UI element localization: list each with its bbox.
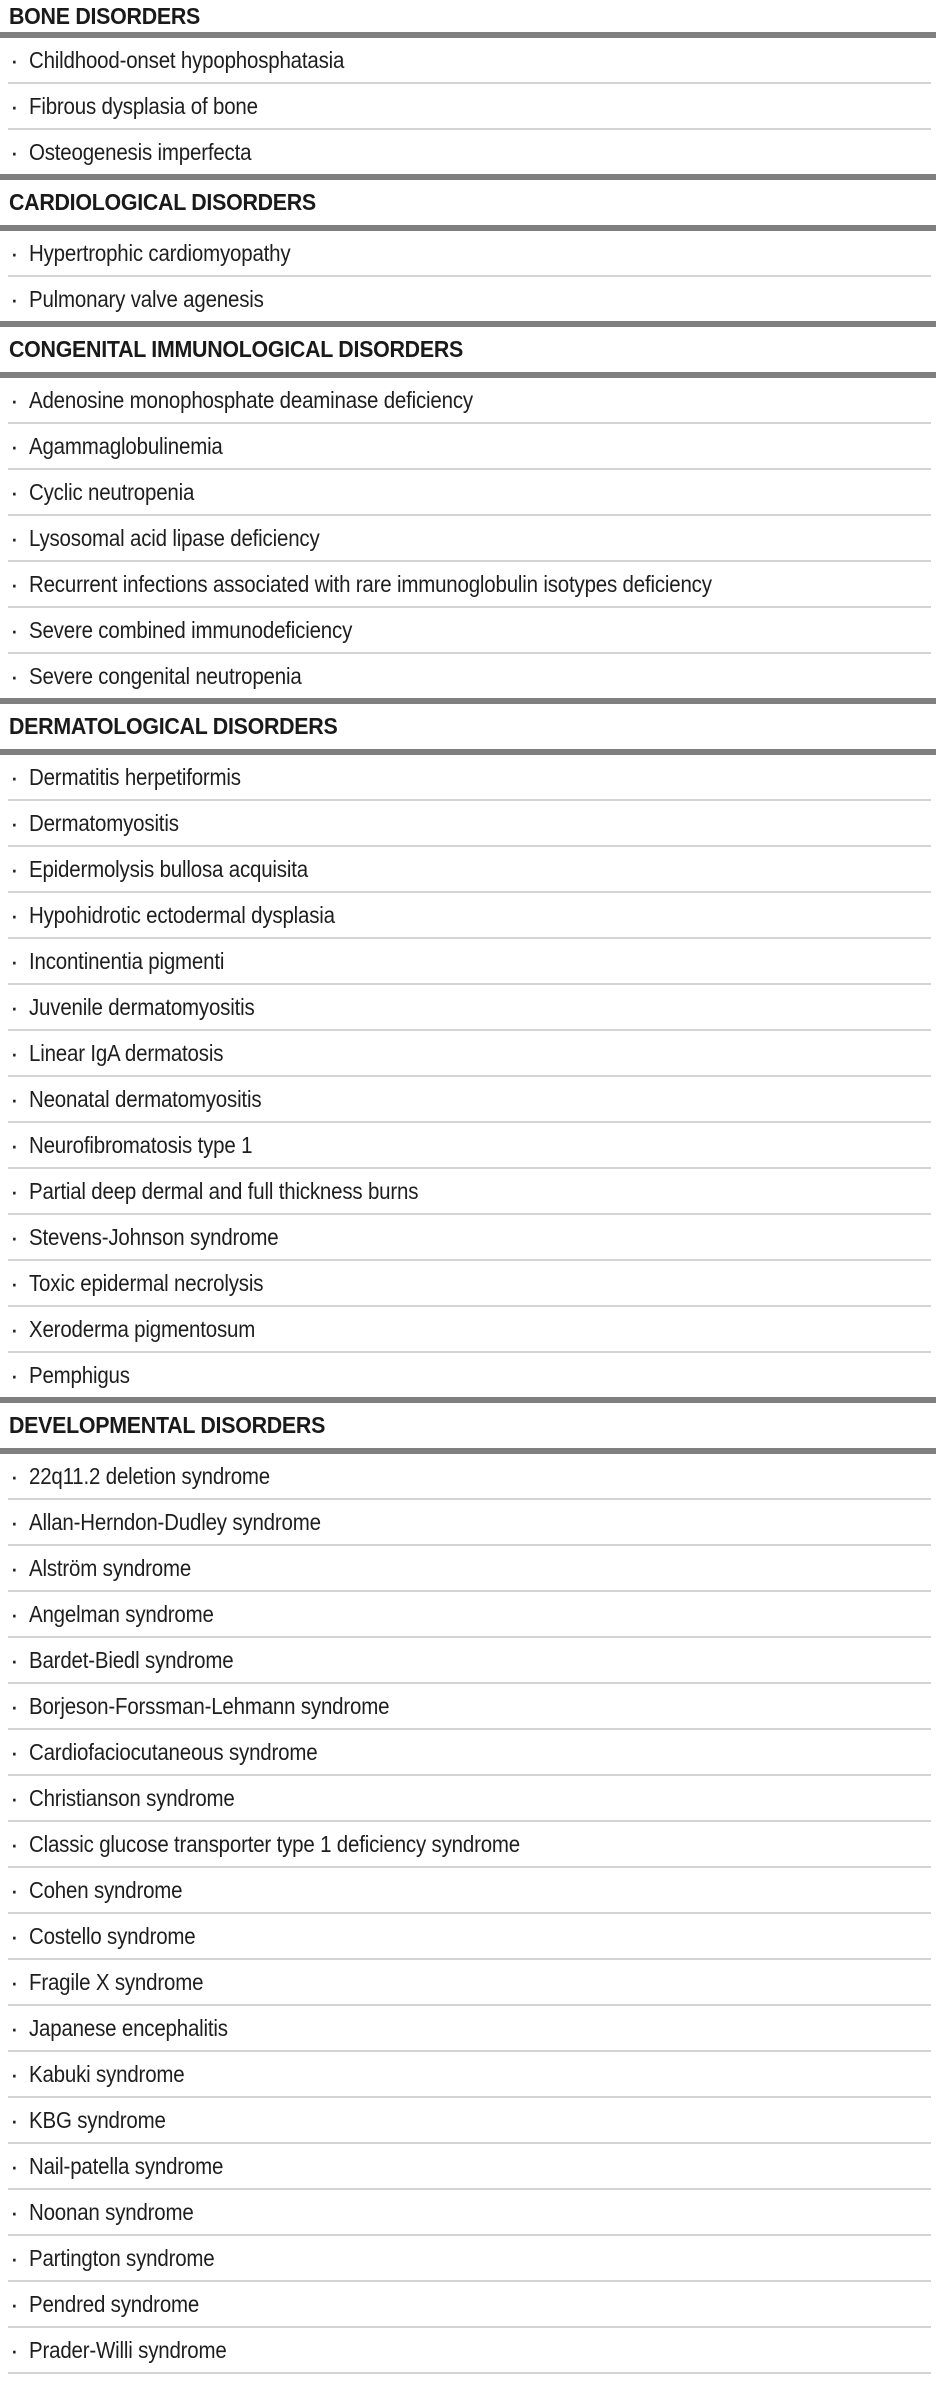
- disorder-name: Hypertrophic cardiomyopathy: [29, 239, 291, 266]
- list-item: [0, 1638, 936, 1682]
- disorder-name: Prader-Willi syndrome: [29, 2336, 227, 2363]
- bullet-icon: ·: [10, 523, 19, 553]
- list-item: [0, 1776, 936, 1820]
- disorder-name: Dermatitis herpetiformis: [29, 763, 241, 790]
- disorder-name: Neonatal dermatomyositis: [29, 1085, 262, 1112]
- section-title: CONGENITAL IMMUNOLOGICAL DISORDERS: [9, 336, 463, 362]
- bullet-icon: ·: [10, 238, 19, 268]
- list-item: [0, 847, 936, 891]
- bullet-icon: ·: [10, 946, 19, 976]
- bullet-icon: ·: [10, 45, 19, 75]
- disorder-name: Alström syndrome: [29, 1554, 192, 1581]
- bullet-icon: ·: [10, 569, 19, 599]
- list-item: [0, 562, 936, 606]
- disorder-name: Dermatomyositis: [29, 809, 179, 836]
- section-header: [0, 0, 936, 32]
- disorder-name: Kabuki syndrome: [29, 2060, 185, 2087]
- list-item: [0, 1822, 936, 1866]
- list-item: [0, 608, 936, 652]
- disorder-name: KBG syndrome: [29, 2106, 166, 2133]
- disorder-name: Fibrous dysplasia of bone: [29, 92, 258, 119]
- bullet-icon: ·: [10, 1691, 19, 1721]
- disorder-name: Severe congenital neutropenia: [29, 662, 302, 689]
- section-header: [0, 704, 936, 749]
- list-item: [0, 1353, 936, 1397]
- bullet-icon: ·: [10, 1084, 19, 1114]
- list-item: [0, 2282, 936, 2326]
- bullet-icon: ·: [10, 1360, 19, 1390]
- bullet-icon: ·: [10, 1553, 19, 1583]
- bullet-icon: ·: [10, 661, 19, 691]
- bullet-icon: ·: [10, 1829, 19, 1859]
- disorder-name: Toxic epidermal necrolysis: [29, 1269, 264, 1296]
- list-item: [0, 985, 936, 1029]
- disorder-section: [0, 1403, 936, 2374]
- disorder-name: Japanese encephalitis: [29, 2014, 228, 2041]
- bullet-icon: ·: [10, 1038, 19, 1068]
- disorder-name: Classic glucose transporter type 1 deficiency syndrome: [29, 1830, 521, 1857]
- list-item: [0, 2052, 936, 2096]
- disorder-name: Severe combined immunodeficiency: [29, 616, 353, 643]
- list-item: [0, 1031, 936, 1075]
- disorder-name: Adenosine monophosphate deaminase deficiency: [29, 386, 473, 413]
- list-item: [0, 893, 936, 937]
- bullet-icon: ·: [10, 385, 19, 415]
- bullet-icon: ·: [10, 1222, 19, 1252]
- bullet-icon: ·: [10, 137, 19, 167]
- list-item: [0, 1592, 936, 1636]
- disorder-name: Angelman syndrome: [29, 1600, 214, 1627]
- list-item: [0, 231, 936, 275]
- bullet-icon: ·: [10, 1130, 19, 1160]
- bullet-icon: ·: [10, 1314, 19, 1344]
- disorder-name: Costello syndrome: [29, 1922, 196, 1949]
- disorder-name: Recurrent infections associated with rare immunoglobulin isotypes deficiency: [29, 570, 712, 597]
- list-item: [0, 1684, 936, 1728]
- disorder-name: Pendred syndrome: [29, 2290, 200, 2317]
- bullet-icon: ·: [10, 2013, 19, 2043]
- disorder-name: Linear IgA dermatosis: [29, 1039, 224, 1066]
- disorder-name: Osteogenesis imperfecta: [29, 138, 252, 165]
- disorder-section: [0, 704, 936, 1403]
- disorder-name: Hypohidrotic ectodermal dysplasia: [29, 901, 335, 928]
- section-items: [0, 378, 936, 698]
- list-item: [0, 470, 936, 514]
- disorder-name: Childhood-onset hypophosphatasia: [29, 46, 345, 73]
- bullet-icon: ·: [10, 431, 19, 461]
- bullet-icon: ·: [10, 284, 19, 314]
- bullet-icon: ·: [10, 1783, 19, 1813]
- list-item: [0, 1960, 936, 2004]
- list-item: [0, 801, 936, 845]
- bullet-icon: ·: [10, 762, 19, 792]
- section-title: DEVELOPMENTAL DISORDERS: [9, 1412, 326, 1438]
- section-items: [0, 38, 936, 174]
- disorder-name: Pulmonary valve agenesis: [29, 285, 264, 312]
- list-item: [0, 2328, 936, 2372]
- list-item: [0, 516, 936, 560]
- bullet-icon: ·: [10, 1921, 19, 1951]
- disorder-name: Neurofibromatosis type 1: [29, 1131, 253, 1158]
- disorder-name: Cyclic neutropenia: [29, 478, 195, 505]
- list-item: [0, 1730, 936, 1774]
- bullet-icon: ·: [10, 1645, 19, 1675]
- disorder-section: [0, 180, 936, 327]
- bullet-icon: ·: [10, 1967, 19, 1997]
- bullet-icon: ·: [10, 2105, 19, 2135]
- bullet-icon: ·: [10, 1737, 19, 1767]
- disorder-name: Lysosomal acid lipase deficiency: [29, 524, 320, 551]
- disorder-name: Partial deep dermal and full thickness burns: [29, 1177, 419, 1204]
- bullet-icon: ·: [10, 2151, 19, 2181]
- list-item: [0, 2144, 936, 2188]
- bullet-icon: ·: [10, 2243, 19, 2273]
- disorder-name: Agammaglobulinemia: [29, 432, 223, 459]
- section-items: [0, 1454, 936, 2374]
- disorder-name: Fragile X syndrome: [29, 1968, 204, 1995]
- list-item: [0, 1077, 936, 1121]
- bullet-icon: ·: [10, 992, 19, 1022]
- disorder-name: Xeroderma pigmentosum: [29, 1315, 256, 1342]
- list-item: [0, 84, 936, 128]
- bullet-icon: ·: [10, 1599, 19, 1629]
- disorder-section: [0, 327, 936, 704]
- bullet-icon: ·: [10, 615, 19, 645]
- disorder-name: Cohen syndrome: [29, 1876, 183, 1903]
- disorder-name: Incontinentia pigmenti: [29, 947, 225, 974]
- section-items: [0, 231, 936, 321]
- disorder-name: Stevens-Johnson syndrome: [29, 1223, 279, 1250]
- bullet-icon: ·: [10, 1176, 19, 1206]
- disorder-name: Partington syndrome: [29, 2244, 215, 2271]
- bullet-icon: ·: [10, 854, 19, 884]
- disorder-name: Bardet-Biedl syndrome: [29, 1646, 234, 1673]
- list-item: [0, 130, 936, 174]
- disorder-name: Juvenile dermatomyositis: [29, 993, 255, 1020]
- list-item: [0, 277, 936, 321]
- list-item: [0, 1500, 936, 1544]
- bullet-icon: ·: [10, 91, 19, 121]
- list-item: [0, 424, 936, 468]
- disorder-name: Allan-Herndon-Dudley syndrome: [29, 1508, 321, 1535]
- bullet-icon: ·: [10, 808, 19, 838]
- bullet-icon: ·: [10, 2059, 19, 2089]
- list-item: [0, 1307, 936, 1351]
- item-separator: [8, 2372, 931, 2374]
- disorder-name: Borjeson-Forssman-Lehmann syndrome: [29, 1692, 390, 1719]
- section-items: [0, 755, 936, 1397]
- disorder-name: Noonan syndrome: [29, 2198, 194, 2225]
- disorder-name: 22q11.2 deletion syndrome: [29, 1462, 270, 1489]
- list-item: [0, 1914, 936, 1958]
- list-item: [0, 1546, 936, 1590]
- section-title: CARDIOLOGICAL DISORDERS: [9, 189, 316, 215]
- disorder-name: Cardiofaciocutaneous syndrome: [29, 1738, 318, 1765]
- list-item: [0, 755, 936, 799]
- bullet-icon: ·: [10, 1268, 19, 1298]
- section-title: DERMATOLOGICAL DISORDERS: [9, 713, 338, 739]
- list-item: [0, 939, 936, 983]
- list-item: [0, 1261, 936, 1305]
- disorder-name: Christianson syndrome: [29, 1784, 235, 1811]
- section-header: [0, 180, 936, 225]
- section-title: BONE DISORDERS: [9, 2, 201, 29]
- bullet-icon: ·: [10, 1507, 19, 1537]
- list-item: [0, 2190, 936, 2234]
- bullet-icon: ·: [10, 2289, 19, 2319]
- bullet-icon: ·: [10, 1461, 19, 1491]
- disorder-section: [0, 0, 936, 180]
- list-item: [0, 1215, 936, 1259]
- list-item: [0, 1868, 936, 1912]
- bullet-icon: ·: [10, 1875, 19, 1905]
- disorder-name: Nail-patella syndrome: [29, 2152, 224, 2179]
- section-header: [0, 1403, 936, 1448]
- list-item: [0, 1169, 936, 1213]
- list-item: [0, 1123, 936, 1167]
- list-item: [0, 378, 936, 422]
- bullet-icon: ·: [10, 2335, 19, 2365]
- disorder-name: Epidermolysis bullosa acquisita: [29, 855, 308, 882]
- section-header: [0, 327, 936, 372]
- list-item: [0, 2006, 936, 2050]
- list-item: [0, 38, 936, 82]
- list-item: [0, 2098, 936, 2142]
- list-item: [0, 654, 936, 698]
- bullet-icon: ·: [10, 2197, 19, 2227]
- list-item: [0, 2236, 936, 2280]
- bullet-icon: ·: [10, 900, 19, 930]
- disorder-name: Pemphigus: [29, 1361, 130, 1388]
- bullet-icon: ·: [10, 477, 19, 507]
- list-item: [0, 1454, 936, 1498]
